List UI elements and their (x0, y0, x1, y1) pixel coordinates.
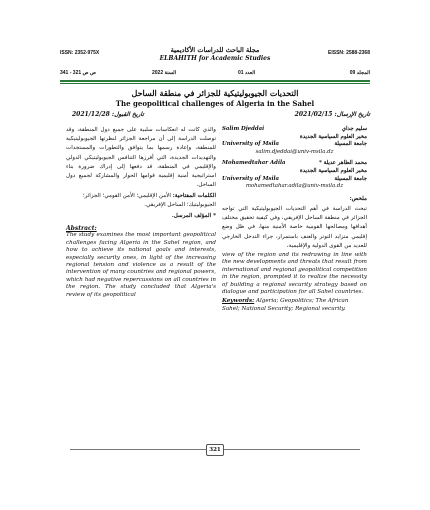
arabic-keywords-label: الكلمات المفتاحية: (172, 193, 216, 200)
english-keywords-text: Algeria; Geopolitics; The African Sahel; National Security; Regional security. (222, 298, 349, 312)
issn-print: ISSN: 2352-975X (60, 50, 100, 56)
author-1 (222, 126, 367, 156)
journal-title-en: ELBAHITH for Academic Studies (159, 55, 271, 62)
header-rule (60, 80, 370, 82)
received-date: تاريخ الإرسال: 2021/02/15 (294, 111, 370, 118)
article-title-ar: التحديات الجيوبوليتيكية للجزائر في منطقة الساحل (131, 88, 299, 98)
article-title-en: The geopolitical challenges of Algeria in the Sahel (115, 99, 315, 108)
accepted-date: تاريخ القبول: 2021/12/28 (72, 111, 144, 118)
arabic-summary-text-2: والذي كانت له انعكاسات سلبية على جميع دول المنطقة، وقد توصلت الدراسة إلى أن مراجعة الجزائر لنظرتها الجيوبوليتيكية للمنطقة، وإعادة رسمها بما يتوافق والتطورات والمستجدات والتهديدات الجديدة، التي أفرزها التنافس الجيوبوليتيكي الدولي والإقليمي في المنطقة، قد دفعها إلى إدراك ضرورة بناء استراتيجية أمنية إقليمية قوامها الحوار والمشاركة لجميع دول الساحل. (66, 127, 216, 189)
right-column (222, 126, 367, 313)
page-number: 321 (206, 444, 224, 456)
author-1-name-ar: سليم جداي (341, 126, 367, 132)
journal-header (60, 44, 370, 84)
issue-info-row (60, 70, 370, 80)
corresponding-author-note: * المؤلف المرسل. (171, 213, 216, 220)
header-rule-thin (60, 83, 370, 84)
issn-electronic: EISSN: 2588-2368 (328, 50, 370, 56)
english-keywords-label: Keywords: (222, 298, 255, 305)
arabic-summary-continued (66, 126, 216, 190)
author-1-aff-ar: جامعة المسيلة (334, 141, 367, 148)
author-2-unit: مخبر العلوم السياسية الجديدة (299, 167, 367, 174)
english-keywords (222, 298, 367, 313)
pages-range: ص ص 321 - 341 (60, 70, 97, 76)
abstract-heading: Abstract: (66, 225, 97, 233)
author-1-unit: مخبر العلوم السياسية الجديدة (299, 133, 367, 140)
journal-title-ar: مجلة الباحث للدراسات الأكاديمية (170, 46, 260, 54)
author-1-email[interactable]: salim.djeddai@univ-msila.dz (255, 148, 334, 155)
abstract-text-1: The study examines the most important geopolitical challenges facing Algeria in the Sahel region, and how to achieve its national goals and interests, especially security ones, in light of the increasing regional tension and violence as a result of the intervention of many countries and regional powers, which had negative repercussions on all countries in the region. The study concluded that Algeria's review of its geopolitical (66, 232, 216, 298)
author-2-email[interactable]: mohamedtahar.adila@univ-msila.dz (245, 183, 344, 190)
author-2-aff-en: University of Msila (222, 175, 280, 182)
left-column (66, 126, 216, 299)
abstract-text-2: view of the region and its redrawing in line with the new developments and threats that result from international and regional geopolitical competition in the region, prompted it to realize the necessity of building a regional security strategy based on dialogue and participation for all Sahel countries. (222, 251, 367, 295)
arabic-keywords (66, 192, 216, 210)
author-2-name-en: Mohamedtahar Adila (222, 160, 286, 167)
arabic-summary-text-1: تبحث الدراسة في أهم التحديات الجيوبوليتيكية التي تواجه الجزائر في منطقة الساحل الإفريقي، وفي كيفية تحقيق مختلف أهدافها ومصالحها القومية خاصة الأمنية منها، في ظل وضع إقليمي متزايد التوتر والعنف باستمرار، جراء التدخل الخارجي للعديد من القوى الدولية والإقليمية، (222, 205, 367, 249)
arabic-summary (222, 195, 367, 251)
issue-number: العدد 01 (238, 70, 256, 76)
year: السنة 2022 (152, 70, 177, 76)
author-1-aff-en: University of Msila (222, 141, 280, 148)
volume-number: المجلد 09 (349, 70, 370, 76)
author-1-name-en: Salim Djeddai (222, 126, 265, 132)
author-2 (222, 160, 367, 190)
arabic-summary-heading: ملخص: (349, 195, 367, 202)
author-2-name-ar: محمد الطاهر عديلة * (318, 160, 367, 167)
arabic-keywords-text: الأمن الإقليمي؛ الأمن القومي؛ الجزائر؛ الجيوبوليتيك؛ الساحل الإفريقي. (82, 193, 216, 209)
author-2-aff-ar: جامعة المسيلة (334, 175, 367, 182)
